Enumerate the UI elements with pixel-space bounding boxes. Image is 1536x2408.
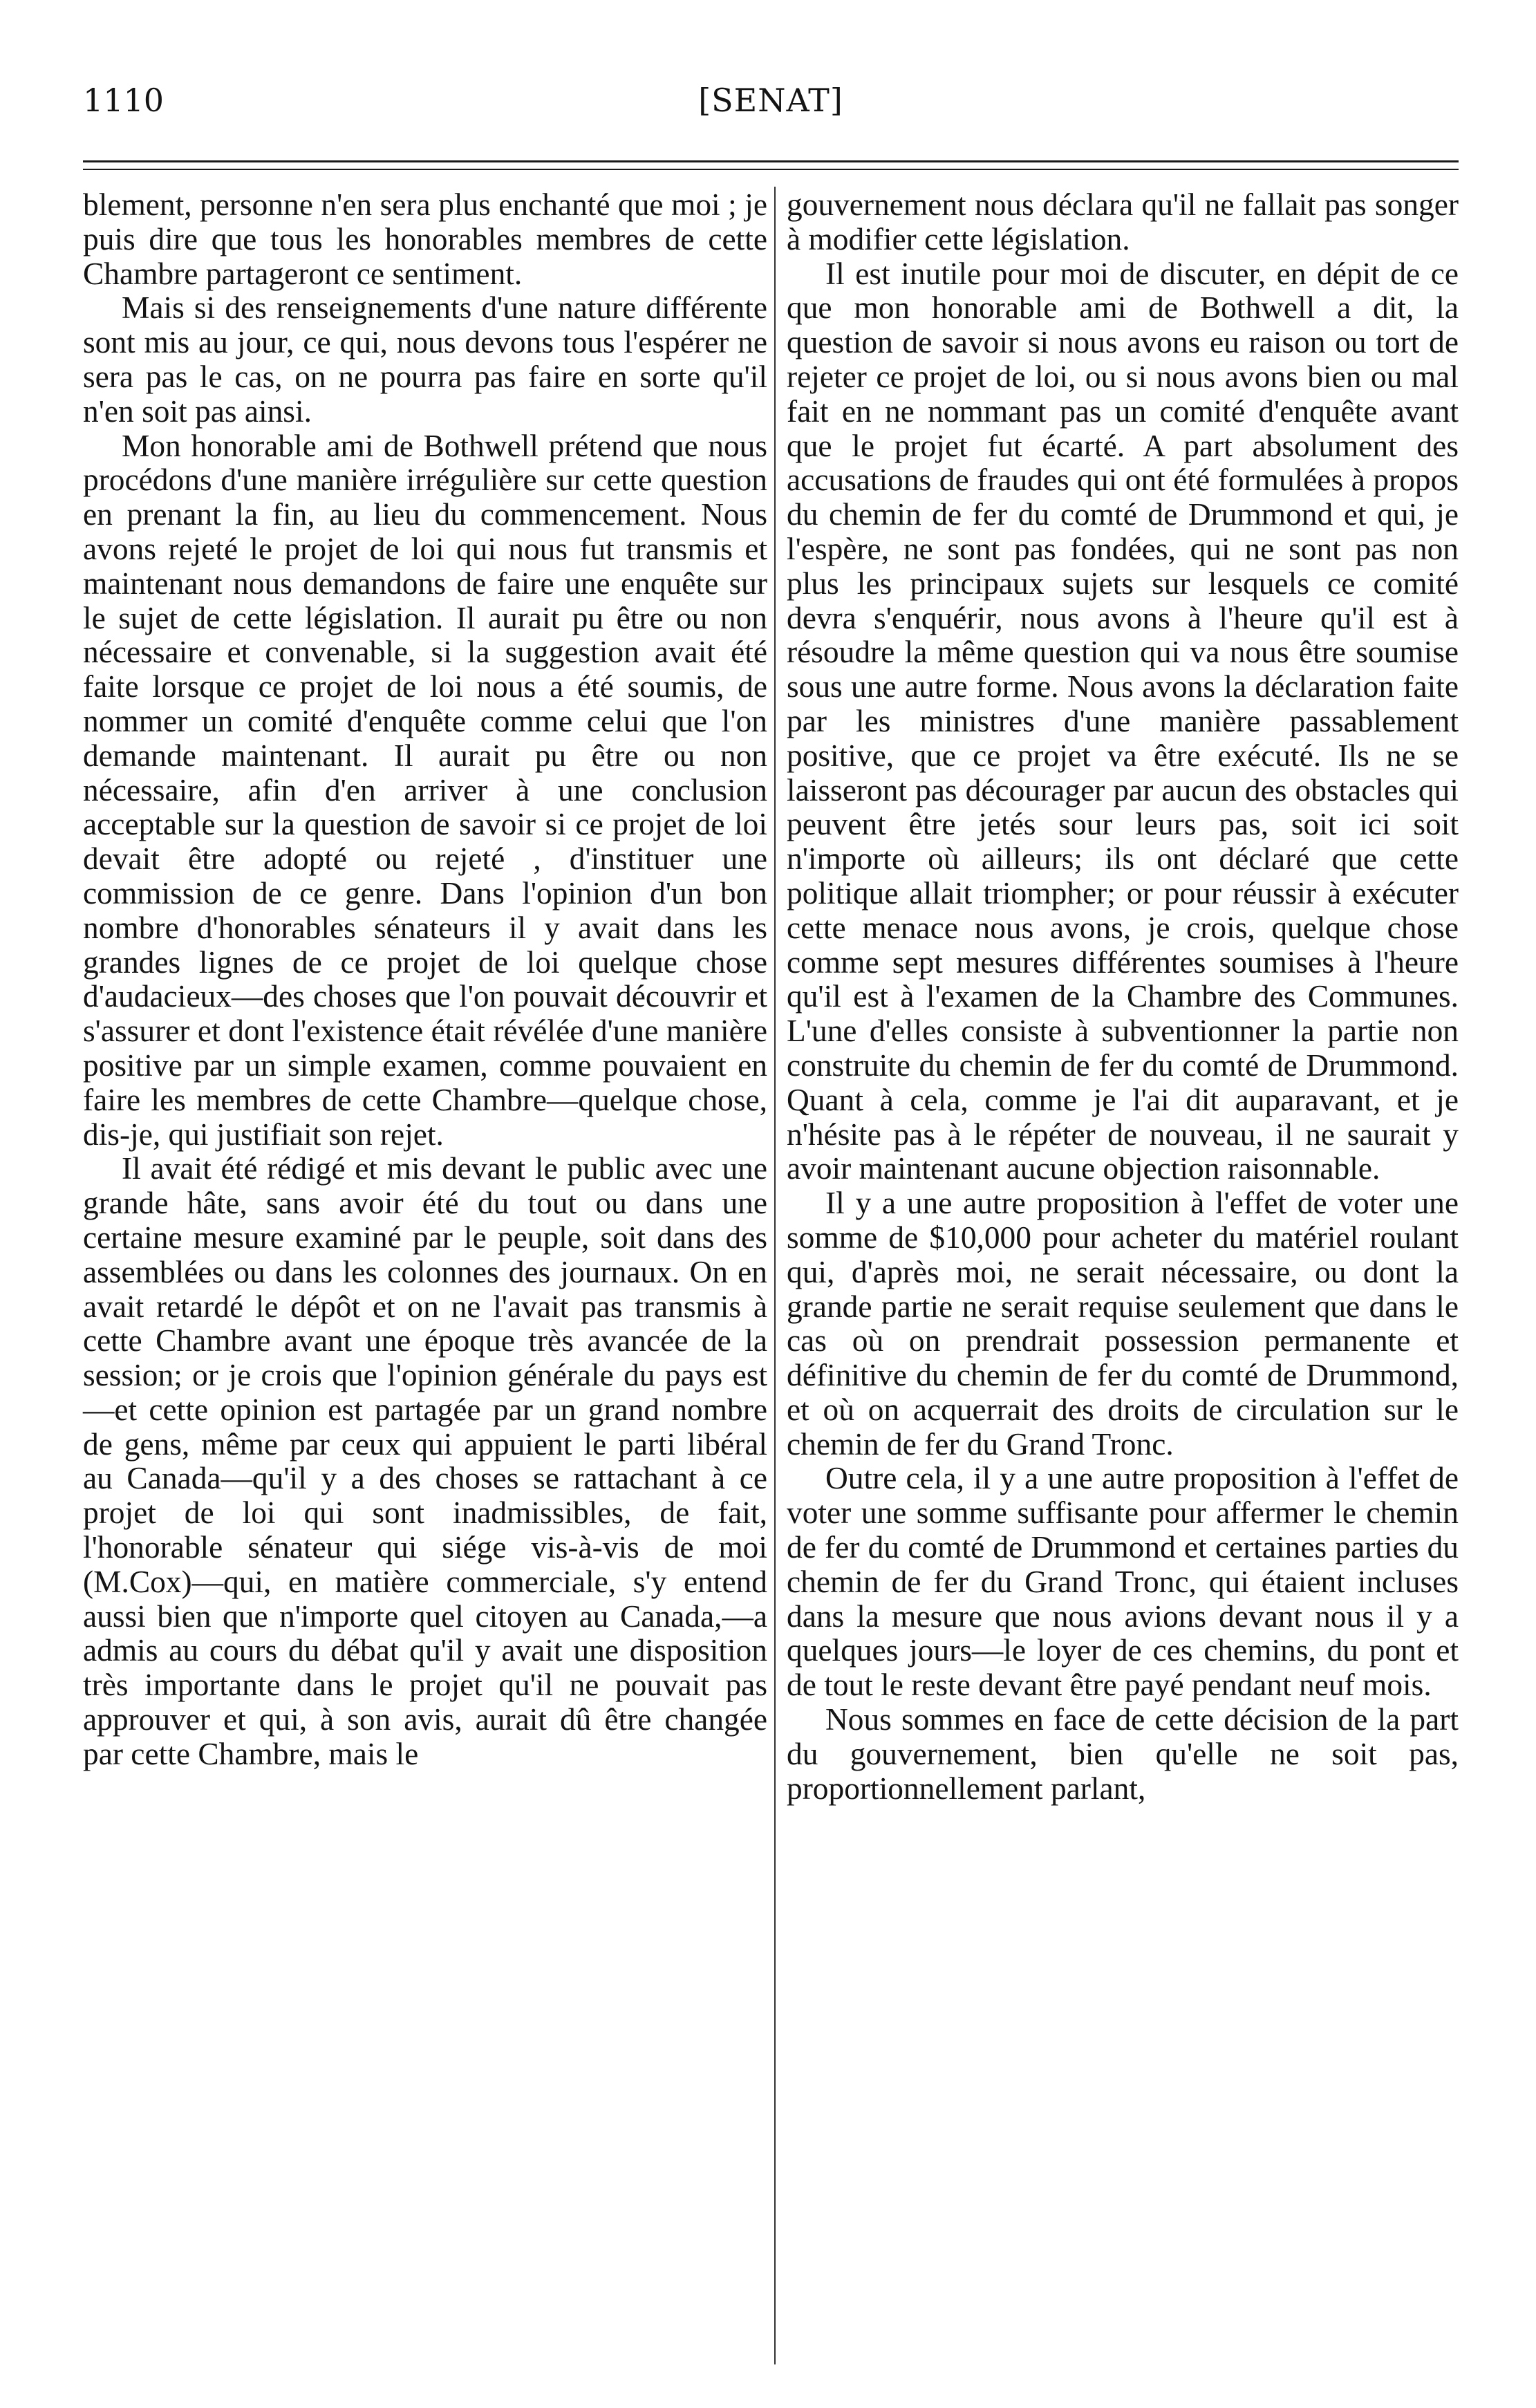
paragraph: Il avait été rédigé et mis devant le public avec une grande hâte, sans avoir été du tout ou dans une certaine mesure examiné par le peuple, soit dans des assemblées ou dans les colonnes des journaux. On en avait retardé le dépôt et on ne l'avait pas transmis à cette Chambre avant une époque très avancée de la session; or je crois que l'opinion générale du pays est—et cette opinion est partagée par un grand nombre de gens, même par ceux qui appuient le parti libéral au Canada—qu'il y a des choses se rattachant à ce projet de loi qui sont inadmissibles, de fait, l'honorable sénateur qui siége vis-à-vis de moi (M.Cox)—qui, en matière commerciale, s'y entend aussi bien que n'importe quel citoyen au Canada,—a admis au cours du débat qu'il y avait une disposition très importante dans le projet qu'il ne pouvait pas approuver et qui, à son avis, aurait dû être changée par cette Chambre, mais le (83, 1151, 767, 1771)
right-column (787, 188, 1459, 1806)
page-header (83, 82, 1459, 130)
paragraph: blement, personne n'en sera plus enchanté que moi ; je puis dire que tous les honorables membres de cette Chambre partageront ce sentiment. (83, 187, 767, 291)
running-head: [SENAT] (698, 82, 843, 119)
page-number: 1110 (83, 82, 165, 119)
header-rule-bottom (83, 169, 1459, 170)
paragraph: Outre cela, il y a une autre proposition à l'effet de voter une somme suffisante pour affermer le chemin de fer du comté de Drummond et certaines parties du chemin de fer du Grand Tronc, qui étaient incluses dans la mesure que nous avions devant nous il y a quelques jours—le loyer de ces chemins, du pont et de tout le reste devant être payé pendant neuf mois. (787, 1461, 1459, 1703)
column-divider (774, 187, 776, 2364)
paragraph: Mais si des renseignements d'une nature différente sont mis au jour, ce qui, nous devons tous l'espérer ne sera pas le cas, on ne pourra pas faire en sorte qu'il n'en soit pas ainsi. (83, 290, 767, 429)
paragraph: Nous sommes en face de cette décision de la part du gouvernement, bien qu'elle ne soit pas, proportionnellement parlant, (787, 1702, 1459, 1806)
paragraph: gouvernement nous déclara qu'il ne fallait pas songer à modifier cette législation. (787, 187, 1459, 256)
left-column (83, 188, 767, 1772)
paragraph: Mon honorable ami de Bothwell prétend que nous procédons d'une manière irrégulière sur cette question en prenant la fin, au lieu du commencement. Nous avons rejeté le projet de loi qui nous fut transmis et maintenant nous demandons de faire une enquête sur le sujet de cette législation. Il aurait pu être ou non nécessaire et convenable, si la suggestion avait été faite lorsque ce projet de loi nous a été soumis, de nommer un comité d'enquête comme celui que l'on demande maintenant. Il aurait pu être ou non nécessaire, afin d'en arriver à une conclusion acceptable sur la question de savoir si ce projet de loi devait être adopté ou rejeté , d'instituer une commission de ce genre. Dans l'opinion d'un bon nombre d'honorables sénateurs il y avait dans les grandes lignes de ce projet de loi quelque chose d'audacieux—des choses que l'on pouvait découvrir et s'assurer et dont l'existence était révélée d'une manière positive par un simple examen, comme pouvaient en faire les membres de cette Chambre—quelque chose, dis-je, qui justifiait son rejet. (83, 428, 767, 1152)
paragraph: Il y a une autre proposition à l'effet de voter une somme de $10,000 pour acheter du matériel roulant qui, d'après moi, ne serait nécessaire, ou dont la grande partie ne serait requise seulement que dans le cas où on prendrait possession permanente et définitive du chemin de fer du comté de Drummond, et où on acquerrait des droits de circulation sur le chemin de fer du Grand Tronc. (787, 1186, 1459, 1462)
header-rule-top (83, 160, 1459, 162)
paragraph: Il est inutile pour moi de discuter, en dépit de ce que mon honorable ami de Bothwell a dit, la question de savoir si nous avons eu raison ou tort de rejeter ce projet de loi, ou si nous avons bien ou mal fait en ne nommant pas un comité d'enquête avant que le projet fut écarté. A part absolument des accusations de fraudes qui ont été formulées à propos du chemin de fer du comté de Drummond et qui, je l'espère, ne sont pas fondées, qui ne sont pas non plus les principaux sujets sur lesquels ce comité devra s'enquérir, nous avons à l'heure qu'il est à résoudre la même question qui va nous être soumise sous une autre forme. Nous avons la déclaration faite par les ministres d'une manière passablement positive, que ce projet va être exécuté. Ils ne se laisseront pas décourager par aucun des obstacles qui peuvent être jetés sour leurs pas, soit ici soit n'importe où ailleurs; ils ont déclaré que cette politique allait triompher; or pour réussir à exécuter cette menace nous avons, je crois, quelque chose comme sept mesures différentes soumises à l'heure qu'il est à l'examen de la Chambre des Communes. L'une d'elles consiste à subventionner la partie non construite du chemin de fer du comté de Drummond. Quant à cela, comme je l'ai dit auparavant, et je n'hésite pas à le répéter de nouveau, il ne saurait y avoir maintenant aucune objection raisonnable. (787, 256, 1459, 1186)
